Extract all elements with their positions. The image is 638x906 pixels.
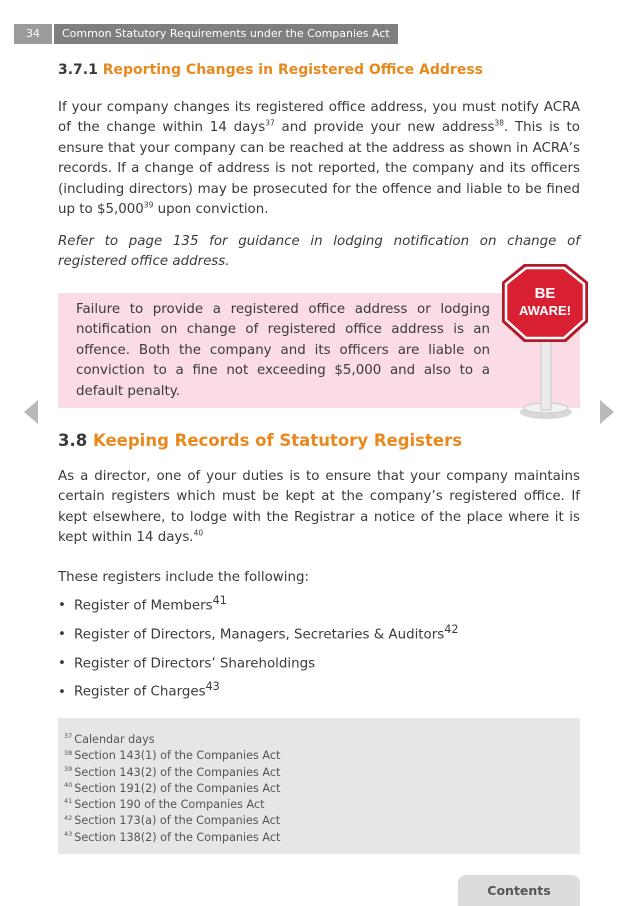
section-title: Keeping Records of Statutory Registers <box>92 431 463 450</box>
guidance-reference: Refer to page 135 for guidance in lodging notification on change of registered office address. <box>58 234 580 270</box>
footnote-number: 43 <box>64 830 73 839</box>
subsection-title: Reporting Changes in Registered Office Address <box>102 62 483 78</box>
footnote-text: Section 173(a) of the Companies Act <box>74 814 281 828</box>
registered-office-paragraph <box>58 98 580 220</box>
register-name: Register of Directors’ Shareholdings <box>74 656 316 671</box>
section-number: 3.8 <box>58 431 88 450</box>
footnote-number: 40 <box>64 781 73 790</box>
next-page-arrow-icon[interactable] <box>600 400 614 424</box>
footnote-ref[interactable]: 39 <box>143 200 154 210</box>
list-item <box>58 589 580 618</box>
contents-button[interactable]: Contents <box>458 875 580 906</box>
footnote-ref[interactable]: 43 <box>205 680 220 694</box>
footnote-ref[interactable]: 38 <box>494 118 504 128</box>
running-title: Common Statutory Requirements under the Companies Act <box>54 24 398 44</box>
footnote-number: 37 <box>64 732 73 741</box>
director-duties-paragraph <box>58 467 580 549</box>
para-text: and provide your new address <box>274 120 495 136</box>
list-item <box>58 618 580 647</box>
para-text: upon conviction. <box>153 202 269 218</box>
subsection-heading <box>58 62 483 78</box>
list-item <box>58 647 580 676</box>
footnote-ref[interactable]: 41 <box>212 594 227 607</box>
footnotes-list <box>64 732 280 846</box>
footnote <box>64 748 280 764</box>
footnote-ref[interactable]: 40 <box>193 528 204 538</box>
para-text: If your company changes its registered office address, you must notify ACRA of the change within 14 days <box>58 100 580 136</box>
subsection-number: 3.7.1 <box>58 62 98 78</box>
footnote-number: 42 <box>64 813 73 822</box>
footnote-ref[interactable]: 42 <box>444 622 459 636</box>
registers-intro: These registers include the following: <box>58 570 309 585</box>
footnote-number: 38 <box>64 748 73 757</box>
footnote-text: Section 143(1) of the Companies Act <box>74 749 281 763</box>
bullet-icon: • <box>58 656 66 671</box>
footnote-text: Section 190 of the Companies Act <box>74 798 265 812</box>
registers-list <box>58 589 580 704</box>
bullet-icon: • <box>58 598 66 614</box>
footnote-text: Section 191(2) of the Companies Act <box>74 781 281 795</box>
register-name: Register of Members <box>74 598 213 614</box>
warning-text: Failure to provide a registered office address or lodging notification on change of registered office address is an offence. Both the company and its officers are liable on conviction to a fine not exceeding $5,000 and also to a default penalty. <box>76 302 490 399</box>
register-name: Register of Directors, Managers, Secretaries & Auditors <box>74 627 445 643</box>
previous-page-arrow-icon[interactable] <box>24 400 38 424</box>
footnote <box>64 781 280 797</box>
section-heading <box>58 431 462 450</box>
footnote <box>64 813 280 829</box>
footnote <box>64 732 280 748</box>
para-text: . This is to ensure that your company can be reached at the address as shown in ACRA’s records. If a change of address is not reported, the company and its officers (including directors) may be prosecuted for the offence and liable to be fined up to $5,000 <box>58 120 580 218</box>
page-number: 34 <box>14 24 52 44</box>
sign-line-1: BE <box>534 285 556 302</box>
para-text: As a director, one of your duties is to ensure that your company maintains certain registers which must be kept at the company’s registered office. If kept elsewhere, to lodge with the Registrar a notice of the place where it is kept within 14 days. <box>58 469 580 546</box>
bullet-icon: • <box>58 627 66 643</box>
footnote-ref[interactable]: 37 <box>265 118 275 128</box>
footnote-number: 41 <box>64 797 73 806</box>
be-aware-sign-icon <box>496 262 592 422</box>
footnote-text: Calendar days <box>74 733 155 746</box>
sign-line-2: AWARE! <box>519 303 571 318</box>
footnote-number: 39 <box>64 764 73 773</box>
footnote-text: Section 143(2) of the Companies Act <box>74 765 281 779</box>
list-item <box>58 675 580 704</box>
footnote <box>64 830 280 846</box>
register-name: Register of Charges <box>74 684 206 700</box>
footnote <box>64 797 280 813</box>
bullet-icon: • <box>58 684 66 700</box>
footnote-text: Section 138(2) of the Companies Act <box>74 830 281 844</box>
footnote <box>64 765 280 781</box>
